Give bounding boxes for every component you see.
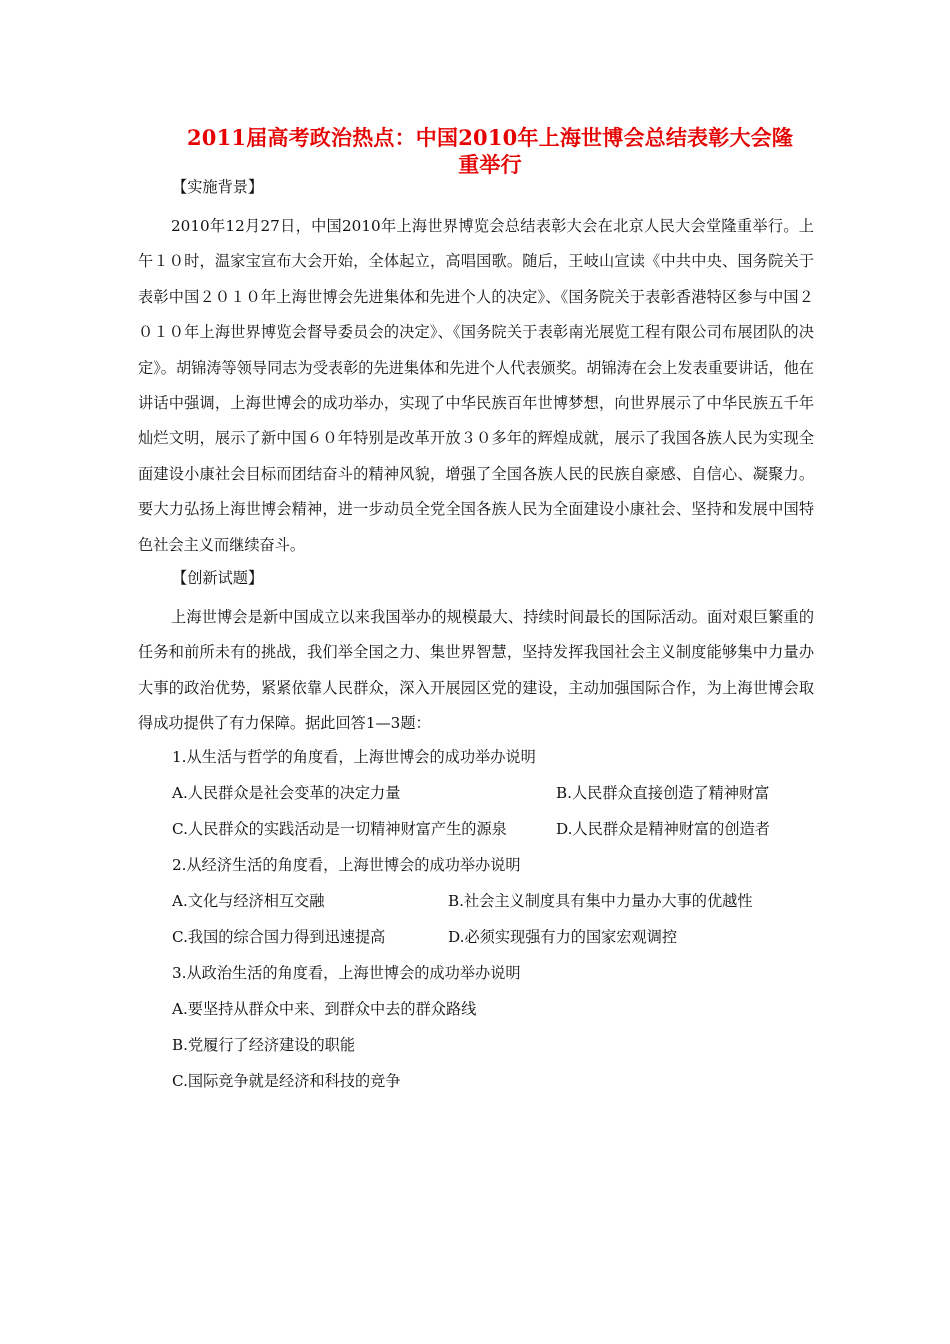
question-2-stem: 2.从经济生活的角度看，上海世博会的成功举办说明 <box>172 855 521 874</box>
question-1-option-a: A.人民群众是社会变革的决定力量 <box>172 783 401 802</box>
question-3-option-b: B.党履行了经济建设的职能 <box>172 1035 356 1054</box>
question-3-option-c: C.国际竞争就是经济和科技的竞争 <box>172 1071 401 1090</box>
question-1-option-b: B.人民群众直接创造了精神财富 <box>556 783 770 802</box>
question-1-option-c: C.人民群众的实践活动是一切精神财富产生的源泉 <box>172 819 507 838</box>
question-1-stem: 1.从生活与哲学的角度看，上海世博会的成功举办说明 <box>172 747 536 766</box>
exam-intro-paragraph: 上海世博会是新中国成立以来我国举办的规模最大、持续时间最长的国际活动。面对艰巨繁重的任务和前所未有的挑战，我们举全国之力、集世界智慧，坚持发挥我国社会主义制度能够集中力量办大事的政治优势，紧紧依靠人民群众，深入开展园区党的建设，主动加强国际合作，为上海世博会取得成功提供了有力保障。据此回答1—3题： <box>138 608 814 733</box>
document-title <box>140 124 840 178</box>
background-paragraph: 2010年12月27日，中国2010年上海世界博览会总结表彰大会在北京人民大会堂隆重举行。上午１０时，温家宝宣布大会开始，全体起立，高唱国歌。随后，王岐山宣读《中共中央、国务院关于表彰中国２０１０年上海世博会先进集体和先进个人的决定》、《国务院关于表彰香港特区参与中国２０１０年上海世界博览会督导委员会的决定》、《国务院关于表彰南光展览工程有限公司布展团队的决定》。胡锦涛等领导同志为受表彰的先进集体和先进个人代表颁奖。胡锦涛在会上发表重要讲话，他在讲话中强调，上海世博会的成功举办，实现了中华民族百年世博梦想，向世界展示了中华民族五千年灿烂文明，展示了新中国６０年特别是改革开放３０多年的辉煌成就，展示了我国各族人民为实现全面建设小康社会目标而团结奋斗的精神风貌，增强了全国各族人民的民族自豪感、自信心、凝聚力。要大力弘扬上海世博会精神，进一步动员全党全国各族人民为全面建设小康社会、坚持和发展中国特色社会主义而继续奋斗。 <box>138 217 814 554</box>
question-2-option-d: D.必须实现强有力的国家宏观调控 <box>448 927 678 946</box>
question-2-option-b: B.社会主义制度具有集中力量办大事的优越性 <box>448 891 753 910</box>
question-1-options-row-2 <box>138 816 814 852</box>
question-2-options-row-2 <box>138 924 814 960</box>
question-2-option-a: A.文化与经济相互交融 <box>172 891 325 910</box>
exam-heading: 【创新试题】 <box>172 569 264 588</box>
background-heading: 【实施背景】 <box>172 178 264 196</box>
document-body <box>138 174 814 1104</box>
title-line-1: 2011届高考政治热点：中国2010年上海世博会总结表彰大会隆 <box>186 125 794 150</box>
title-line-2: 重举行 <box>458 152 522 177</box>
question-1-options-row-1 <box>138 780 814 816</box>
question-2-options-row-1 <box>138 888 814 924</box>
question-3-stem: 3.从政治生活的角度看，上海世博会的成功举办说明 <box>172 963 521 982</box>
question-2-option-c: C.我国的综合国力得到迅速提高 <box>172 927 386 946</box>
question-1-option-d: D.人民群众是精神财富的创造者 <box>556 819 770 838</box>
question-3-option-a: A.要坚持从群众中来、到群众中去的群众路线 <box>172 999 477 1018</box>
